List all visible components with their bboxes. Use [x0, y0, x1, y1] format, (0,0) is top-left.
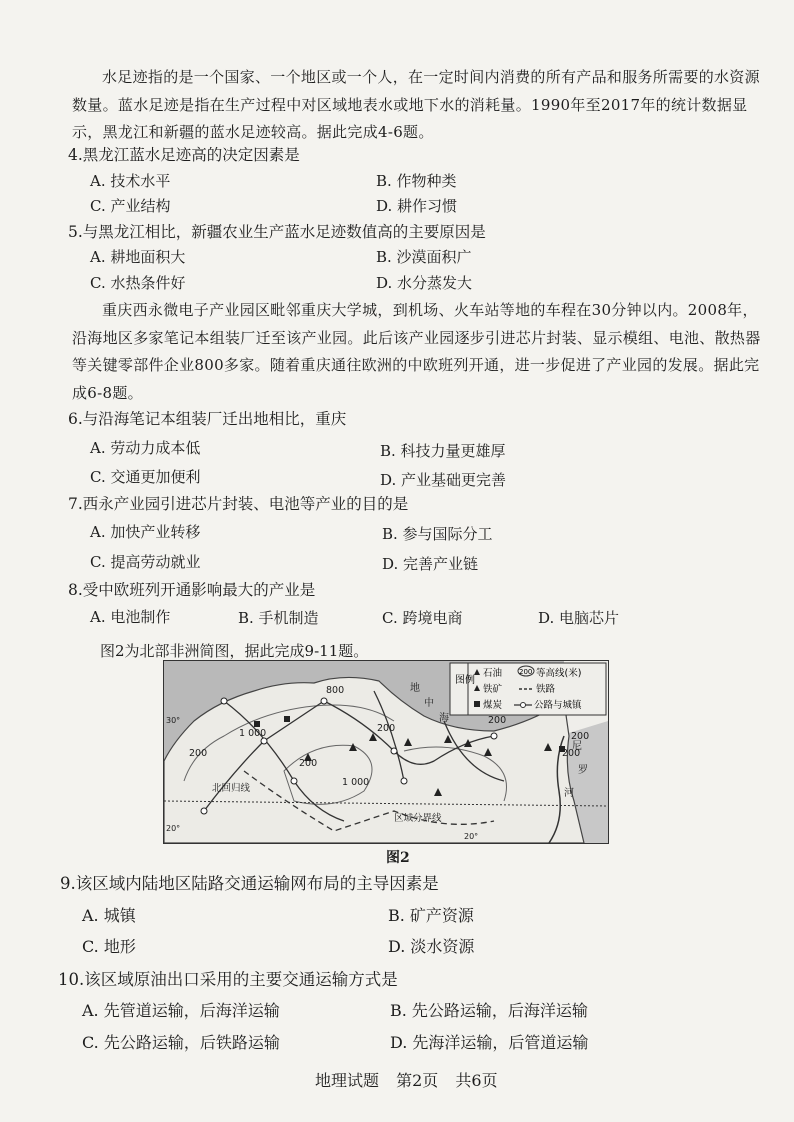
map-legend-railway: 铁路 — [536, 684, 556, 695]
question-9-stem: 9.该区域内陆地区陆路交通运输网布局的主导因素是 — [60, 874, 439, 893]
map-label-nile-2: 罗 — [578, 765, 588, 776]
question-4-stem: 4.黑龙江蓝水足迹高的决定因素是 — [68, 146, 300, 164]
question-5-option-c[interactable]: C. 水热条件好 — [90, 274, 186, 292]
map-svg — [164, 661, 608, 843]
question-4-option-d[interactable]: D. 耕作习惯 — [376, 197, 458, 215]
question-4-option-b[interactable]: B. 作物种类 — [376, 172, 457, 190]
figure-2-label: 图2 — [386, 850, 410, 866]
map-label-contour-200-b: 200 — [299, 758, 318, 769]
question-9-option-a[interactable]: A. 城镇 — [82, 906, 136, 925]
map-label-contour-200-a: 200 — [189, 748, 208, 759]
map-label-nile-1: 尼 — [572, 741, 582, 752]
footer-total: 共6页 — [455, 1071, 498, 1090]
map-legend-road-town: 公路与城镇 — [534, 700, 582, 711]
map-label-nile-3: 河 — [564, 788, 574, 799]
map-label-contour-200-d: 200 — [488, 715, 507, 726]
map-legend-contour-value: 200 — [519, 668, 533, 676]
map-label-contour-200-c: 200 — [377, 723, 396, 734]
map-legend-iron: 铁矿 — [483, 684, 503, 695]
question-7-option-a[interactable]: A. 加快产业转移 — [90, 523, 201, 541]
map-label-mediterranean-1: 地 — [410, 683, 420, 694]
question-6-option-b[interactable]: B. 科技力量更雄厚 — [380, 442, 506, 460]
question-10-option-b[interactable]: B. 先公路运输，后海洋运输 — [390, 1001, 588, 1020]
question-8-option-b[interactable]: B. 手机制造 — [238, 609, 319, 627]
map-label-contour-1000-a: 1 000 — [239, 728, 267, 739]
question-10-option-c[interactable]: C. 先公路运输，后铁路运输 — [82, 1033, 280, 1052]
question-7-stem: 7.西永产业园引进芯片封装、电池等产业的目的是 — [68, 495, 409, 513]
map-label-tropic: 北回归线 — [212, 783, 251, 794]
map-legend-title: 图例 — [455, 675, 475, 686]
question-10-option-d[interactable]: D. 先海洋运输，后管道运输 — [390, 1033, 589, 1052]
question-6-option-a[interactable]: A. 劳动力成本低 — [90, 439, 201, 457]
passage-chongqing-industrial-park: 重庆西永微电子产业园区毗邻重庆大学城，到机场、火车站等地的车程在30分钟以内。2008年，沿海地区多家笔记本组装厂迁至该产业园。此后该产业园逐步引进芯片封装、显示模组、电池、散热器等关键零部件企业800多家。随着重庆通往欧洲的中欧班列开通，进一步促进了产业园的发展。据此完成6-8题。 — [72, 301, 761, 402]
question-9-option-b[interactable]: B. 矿产资源 — [388, 906, 474, 925]
map-legend-coal: 煤炭 — [483, 700, 503, 711]
passage-water-footprint: 水足迹指的是一个国家、一个地区或一个人，在一定时间内消费的所有产品和服务所需要的水资源数量。蓝水足迹是指在生产过程中对区域地表水或地下水的消耗量。1990年至2017年的统计数据显示，黑龙江和新疆的蓝水足迹较高。据此完成4-6题。 — [72, 68, 760, 141]
map-label-lat-30: 30° — [166, 716, 181, 725]
question-5-option-d[interactable]: D. 水分蒸发大 — [376, 274, 473, 292]
question-9-option-c[interactable]: C. 地形 — [82, 937, 136, 956]
map-label-lon-20: 20° — [464, 832, 479, 841]
question-6-option-c[interactable]: C. 交通更加便利 — [90, 468, 201, 486]
question-8-option-d[interactable]: D. 电脑芯片 — [538, 609, 620, 627]
question-7-option-d[interactable]: D. 完善产业链 — [382, 555, 479, 573]
page-footer — [315, 1068, 510, 1091]
map-label-contour-1000-b: 1 000 — [342, 777, 370, 788]
footer-page: 第2页 — [396, 1071, 439, 1090]
map-label-mediterranean-3: 海 — [439, 713, 449, 724]
north-africa-map — [163, 660, 609, 844]
question-6-stem: 6.与沿海笔记本组装厂迁出地相比，重庆 — [68, 410, 347, 428]
question-4-option-c[interactable]: C. 产业结构 — [90, 197, 171, 215]
question-10-stem: 10.该区域原油出口采用的主要交通运输方式是 — [58, 970, 398, 989]
question-8-stem: 8.受中欧班列开通影响最大的产业是 — [68, 581, 316, 599]
question-7-option-b[interactable]: B. 参与国际分工 — [382, 525, 493, 543]
question-6-option-d[interactable]: D. 产业基础更完善 — [380, 471, 507, 489]
map-label-mediterranean-2: 中 — [424, 698, 434, 709]
question-5-option-a[interactable]: A. 耕地面积大 — [90, 248, 186, 266]
map-label-lat-20: 20° — [166, 824, 181, 833]
map-label-region-boundary: 区域分界线 — [394, 813, 442, 824]
question-5-stem: 5.与黑龙江相比，新疆农业生产蓝水足迹数值高的主要原因是 — [68, 223, 486, 241]
question-9-option-d[interactable]: D. 淡水资源 — [388, 937, 475, 956]
question-4-option-a[interactable]: A. 技术水平 — [90, 172, 171, 190]
map-legend-contour: 等高线(米) — [536, 668, 582, 679]
map-label-contour-200-f: 200 — [571, 731, 590, 742]
question-8-option-a[interactable]: A. 电池制作 — [90, 608, 171, 626]
footer-subject: 地理试题 — [315, 1071, 380, 1090]
question-8-option-c[interactable]: C. 跨境电商 — [382, 609, 463, 627]
question-7-option-c[interactable]: C. 提高劳动就业 — [90, 553, 201, 571]
map-legend-oil: 石油 — [483, 668, 503, 679]
map-label-contour-200-e: 200 — [562, 748, 581, 759]
figure-2-intro: 图2为北部非洲简图，据此完成9-11题。 — [100, 642, 369, 660]
question-5-option-b[interactable]: B. 沙漠面积广 — [376, 248, 472, 266]
question-10-option-a[interactable]: A. 先管道运输，后海洋运输 — [82, 1001, 280, 1020]
map-label-contour-800: 800 — [326, 685, 345, 696]
